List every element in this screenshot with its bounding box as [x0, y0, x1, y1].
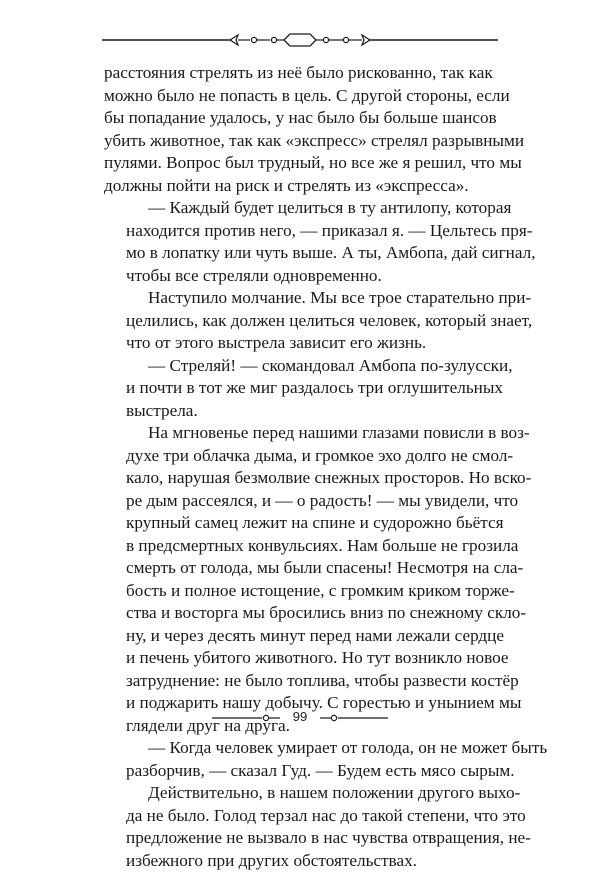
- text-line: целились, как должен целиться человек, который знает,: [104, 310, 492, 333]
- text-line: можно было не попасть в цель. С другой стороны, если: [104, 85, 492, 108]
- text-line: должны пойти на риск и стрелять из «экспресса».: [104, 175, 492, 198]
- paragraph: [104, 782, 492, 872]
- text-line: что от этого выстрела зависит его жизнь.: [104, 332, 492, 355]
- header-ornament: [100, 28, 500, 52]
- text-line: крупный самец лежит на спине и судорожно бьётся: [104, 512, 492, 535]
- paragraph: [104, 62, 492, 197]
- text-line: предложение не вызвало в нас чувства отвращения, не-: [104, 827, 492, 850]
- text-line: выстрела.: [104, 400, 492, 423]
- page-body-text: [104, 62, 492, 872]
- text-line: На мгновенье перед нашими глазами повисли в воз-: [104, 422, 492, 445]
- page-number: 99: [150, 709, 450, 724]
- text-line: бы попадание удалось, у нас было бы больше шансов: [104, 107, 492, 130]
- text-line: ну, и через десять минут перед нами лежали сердце: [104, 625, 492, 648]
- text-line: глядели друг на друга.: [104, 715, 492, 738]
- text-line: чтобы все стреляли одновременно.: [104, 265, 492, 288]
- text-line: мо в лопатку или чуть выше. А ты, Амбопа, дай сигнал,: [104, 242, 492, 265]
- text-line: кало, нарушая безмолвие снежных просторов. Но вско-: [104, 467, 492, 490]
- text-line: духе три облачка дыма, и громкое эхо долго не смол-: [104, 445, 492, 468]
- text-line: — Когда человек умирает от голода, он не может быть: [104, 737, 492, 760]
- text-line: расстояния стрелять из неё было рискованно, так как: [104, 62, 492, 85]
- paragraph: [104, 355, 492, 423]
- text-line: — Каждый будет целиться в ту антилопу, которая: [104, 197, 492, 220]
- text-line: ства и восторга мы бросились вниз по снежному скло-: [104, 602, 492, 625]
- text-line: избежного при других обстоятельствах.: [104, 850, 492, 872]
- text-line: — Стреляй! — скомандовал Амбопа по-зулусски,: [104, 355, 492, 378]
- text-line: и поджарить нашу добычу. С горестью и унынием мы: [104, 692, 492, 715]
- text-line: Наступило молчание. Мы все трое старательно при-: [104, 287, 492, 310]
- text-line: да не было. Голод терзал нас до такой степени, что это: [104, 805, 492, 828]
- text-line: разборчив, — сказал Гуд. — Будем есть мясо сырым.: [104, 760, 492, 783]
- text-line: ре дым рассеялся, и — о радость! — мы увидели, что: [104, 490, 492, 513]
- text-line: бость и полное истощение, с громким криком торже-: [104, 580, 492, 603]
- text-line: находится против него, — приказал я. — Цельтесь пря-: [104, 220, 492, 243]
- text-line: и почти в тот же миг раздалось три оглушительных: [104, 377, 492, 400]
- paragraph: [104, 737, 492, 782]
- paragraph: [104, 287, 492, 355]
- text-line: Действительно, в нашем положении другого выхо-: [104, 782, 492, 805]
- text-line: затруднение: не было топлива, чтобы развести костёр: [104, 670, 492, 693]
- text-line: и печень убитого животного. Но тут возникло новое: [104, 647, 492, 670]
- paragraph: [104, 197, 492, 287]
- text-line: в предсмертных конвульсиях. Нам больше не грозила: [104, 535, 492, 558]
- page-footer: [150, 706, 450, 730]
- text-line: пулями. Вопрос был трудный, но все же я решил, что мы: [104, 152, 492, 175]
- text-line: убить животное, так как «экспресс» стрелял разрывными: [104, 130, 492, 153]
- paragraph: [104, 422, 492, 737]
- text-line: смерть от голода, мы были спасены! Несмотря на сла-: [104, 557, 492, 580]
